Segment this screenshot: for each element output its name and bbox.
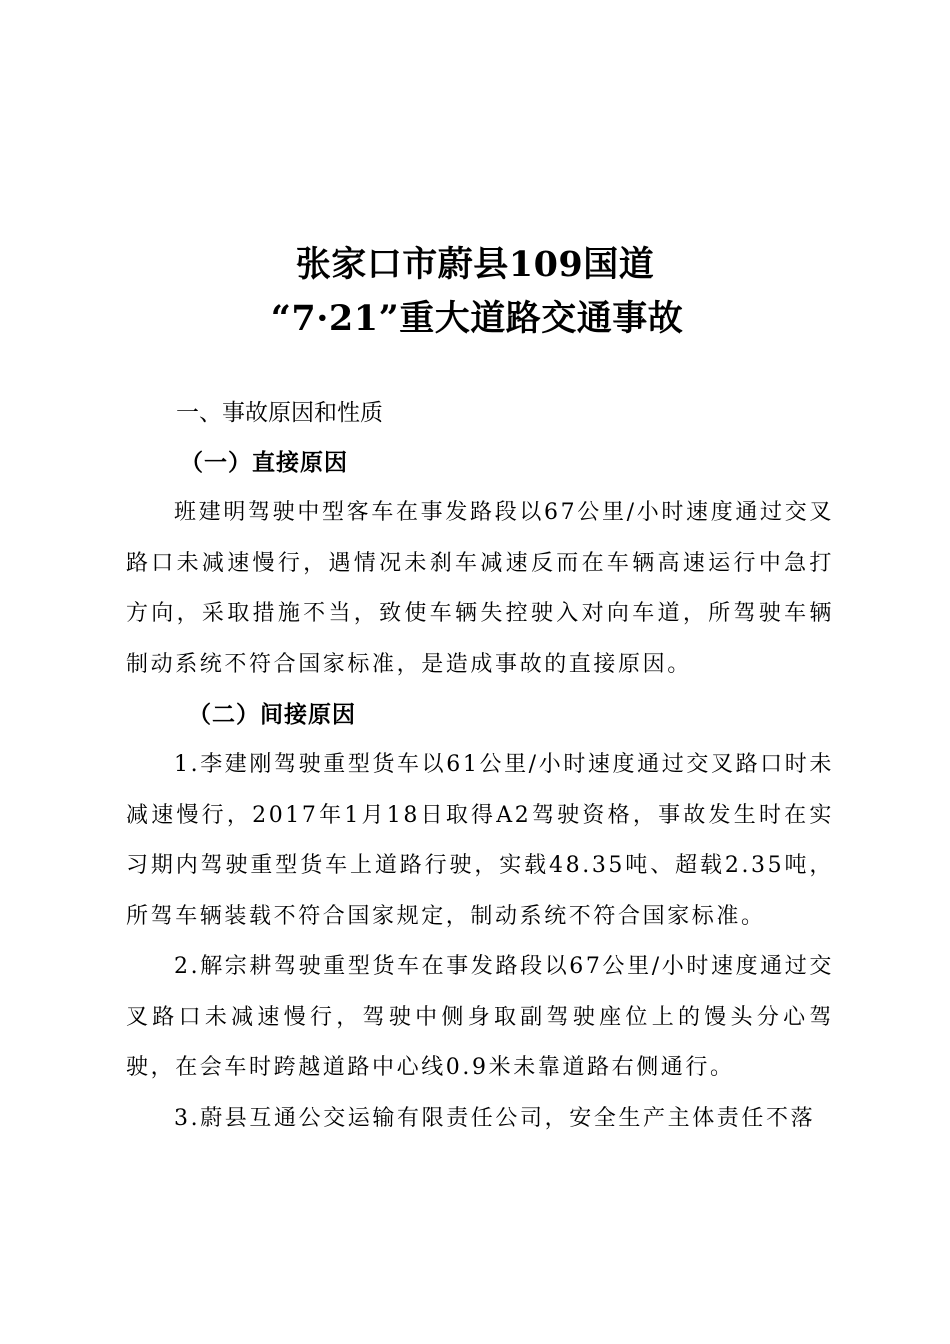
paragraph-item-3: 3.蔚县互通公交运输有限责任公司，安全生产主体责任不落 xyxy=(174,1105,816,1131)
title-line-1: 张家口市蔚县109国道 xyxy=(295,244,655,285)
paragraph-item-2: 2.解宗耕驾驶重型货车在事发路段以67公里/小时速度通过交叉路口未减速慢行，驾驶中侧身取副驾驶座位上的馒头分心驾驶，在会车时跨越道路中心线0.9米未靠道路右侧通行。 xyxy=(126,954,834,1080)
subsection-heading-direct-cause: （一）直接原因 xyxy=(180,450,348,476)
document-body xyxy=(126,388,834,1144)
section-heading-causes: 一、事故原因和性质 xyxy=(176,400,383,426)
subsection-heading-indirect-cause: （二）间接原因 xyxy=(188,702,356,728)
title-line-2: “7·21”重大道路交通事故 xyxy=(270,298,684,339)
document-title xyxy=(0,238,950,346)
paragraph-direct-cause: 班建明驾驶中型客车在事发路段以67公里/小时速度通过交叉路口未减速慢行，遇情况未刹车减速反而在车辆高速运行中急打方向，采取措施不当，致使车辆失控驶入对向车道，所驾驶车辆制动系统不符合国家标准，是造成事故的直接原因。 xyxy=(126,500,834,677)
paragraph-item-1: 1.李建刚驾驶重型货车以61公里/小时速度通过交叉路口时未减速慢行，2017年1月18日取得A2驾驶资格，事故发生时在实习期内驾驶重型货车上道路行驶，实载48.35吨、超载2.35吨，所驾车辆装载不符合国家规定，制动系统不符合国家标准。 xyxy=(126,752,834,929)
